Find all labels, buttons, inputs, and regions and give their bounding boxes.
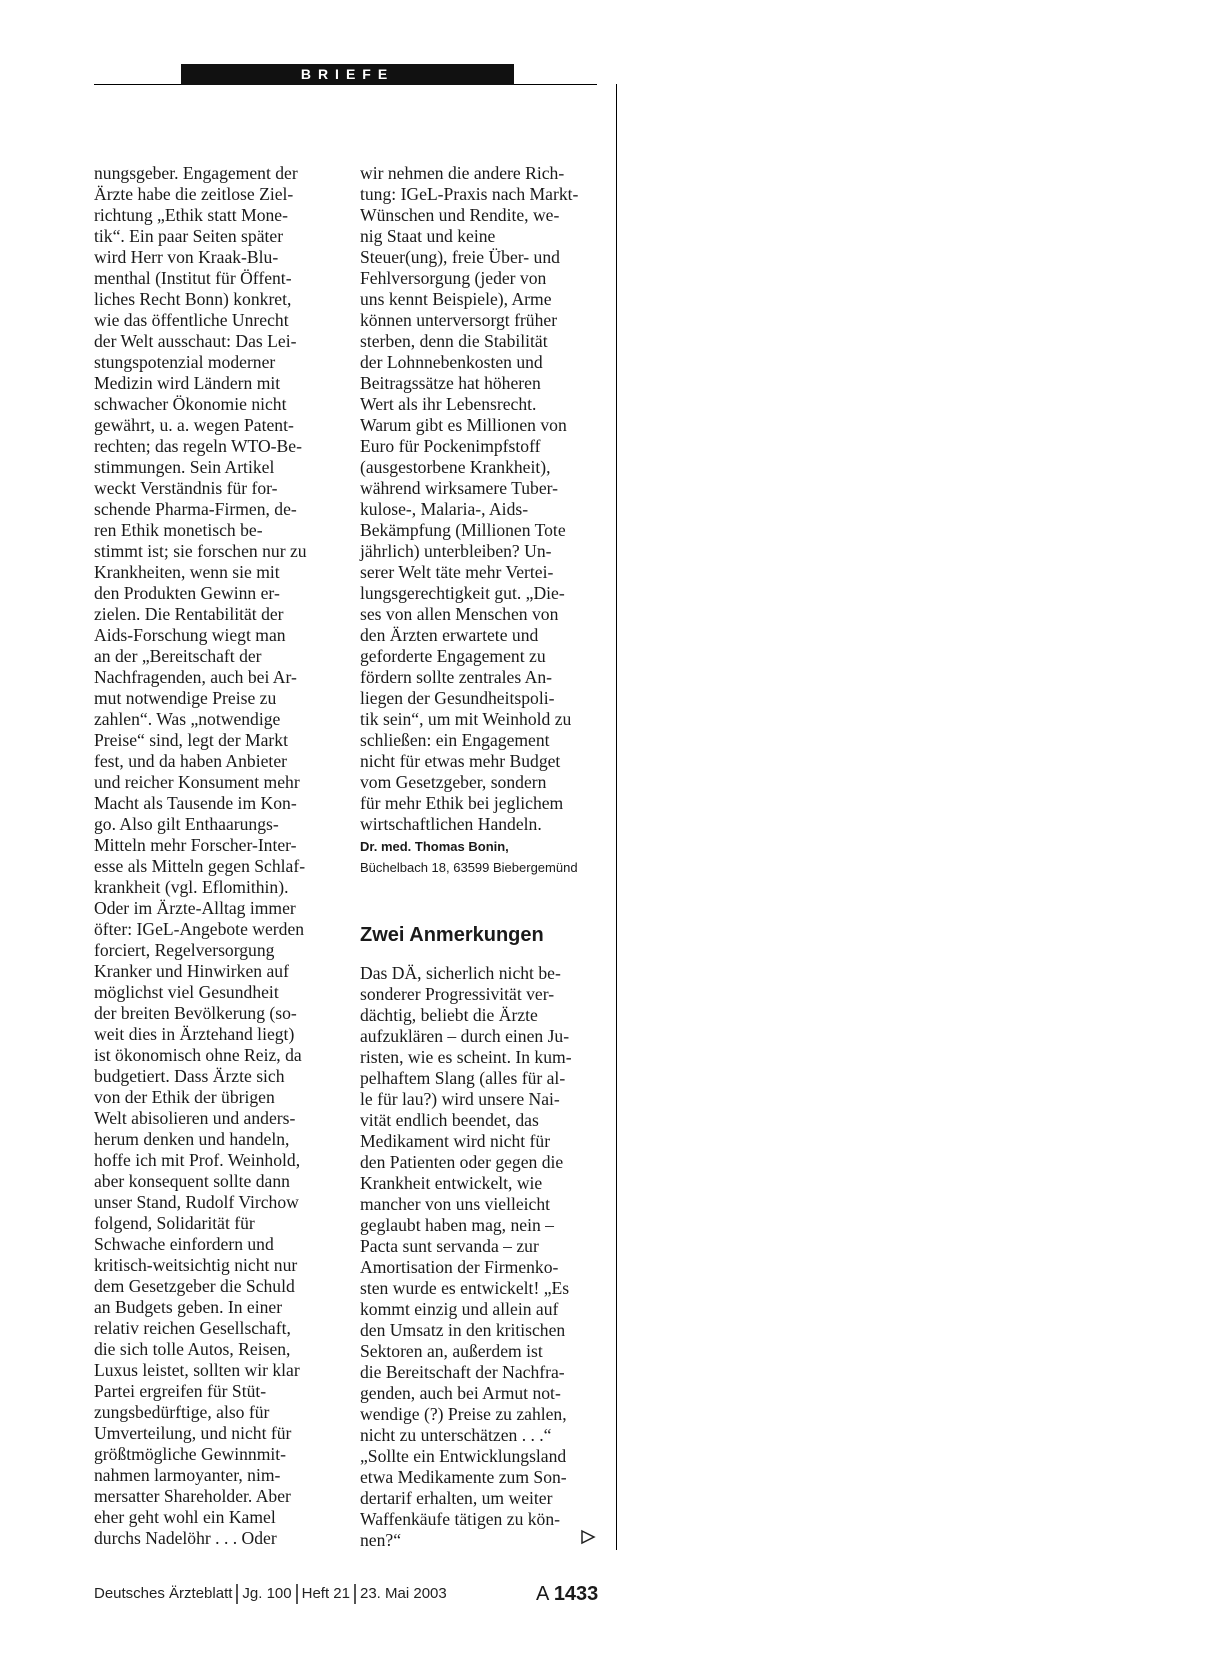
text-line: Luxus leistet, sollten wir klar [94,1360,300,1380]
text-line: weckt Verständnis für for- [94,478,278,498]
text-line: den Produkten Gewinn er- [94,583,280,603]
text-line: aber konsequent sollte dann [94,1171,290,1191]
text-line: tung: IGeL-Praxis nach Markt- [360,184,579,204]
text-line: rechten; das regeln WTO-Be- [94,436,302,456]
text-line: Krankheiten, wenn sie mit [94,562,280,582]
text-line: Wert als ihr Lebensrecht. [360,394,537,414]
text-line: ren Ethik monetisch be- [94,520,263,540]
text-line: nen?“ [360,1530,402,1550]
text-line: nicht für etwas mehr Budget [360,751,561,771]
letter-body-column-2 [360,163,610,835]
text-line: Welt abisolieren und anders- [94,1108,296,1128]
text-line: Sektoren an, außerdem ist [360,1341,543,1361]
text-line: Bekämpfung (Millionen Tote [360,520,566,540]
text-line: Waffenkäufe tätigen zu kön- [360,1509,561,1529]
text-line: Steuer(ung), freie Über- und [360,247,560,267]
text-line: Preise“ sind, legt der Markt [94,730,288,750]
text-line: der Welt ausschaut: Das Lei- [94,331,297,351]
journal-volume: Jg. 100 [242,1585,292,1602]
text-line: können unterversorgt früher [360,310,558,330]
journal-date: 23. Mai 2003 [360,1585,447,1602]
text-line: dertarif erhalten, um weiter [360,1488,553,1508]
text-line: möglichst viel Gesundheit [94,982,279,1002]
text-line: Ärzte habe die zeitlose Ziel- [94,184,294,204]
text-line: sterben, denn die Stabilität [360,331,548,351]
letter-body-column-1 [94,163,334,1549]
text-line: Nachfragenden, auch bei Ar- [94,667,297,687]
text-line: wir nehmen die andere Rich- [360,163,565,183]
text-line: Schwache einfordern und [94,1234,274,1254]
footer-separator [354,1584,356,1604]
text-line: eher geht wohl ein Kamel [94,1507,276,1527]
text-line: Aids-Forschung wiegt man [94,625,286,645]
text-line: Macht als Tausende im Kon- [94,793,297,813]
text-line: schende Pharma-Firmen, de- [94,499,297,519]
letter-heading: Zwei Anmerkungen [360,924,544,946]
text-line: Partei ergreifen für Stüt- [94,1381,267,1401]
text-line: stimmt ist; sie forschen nur zu [94,541,307,561]
text-line: der Lohnnebenkosten und [360,352,543,372]
text-line: Medizin wird Ländern mit [94,373,281,393]
text-line: tik sein“, um mit Weinhold zu [360,709,572,729]
text-line: mut notwendige Preise zu [94,688,277,708]
text-line: risten, wie es scheint. In kum- [360,1047,572,1067]
text-line: schwacher Ökonomie nicht [94,394,287,414]
text-line: an Budgets geben. In einer [94,1297,283,1317]
text-line: Fehlversorgung (jeder von [360,268,547,288]
text-line: Medikament wird nicht für [360,1131,551,1151]
text-line: der breiten Bevölkerung (so- [94,1003,297,1023]
text-line: für mehr Ethik bei jeglichem [360,793,564,813]
text-line: ist ökonomisch ohne Reiz, da [94,1045,302,1065]
text-line: relativ reichen Gesellschaft, [94,1318,291,1338]
text-line: Euro für Pockenimpfstoff [360,436,541,456]
text-line: von der Ethik der übrigen [94,1087,275,1107]
text-line: den Patienten oder gegen die [360,1152,564,1172]
signature-address: Büchelbach 18, 63599 Biebergemünd [360,860,578,875]
text-line: den Ärzten erwartete und [360,625,539,645]
text-line: ses von allen Menschen von [360,604,559,624]
section-label: BRIEFE [181,64,514,85]
text-line: kulose-, Malaria-, Aids- [360,499,529,519]
text-line: vom Gesetzgeber, sondern [360,772,547,792]
text-line: aufzuklären – durch einen Ju- [360,1026,570,1046]
continue-arrow-icon [580,1529,596,1545]
text-line: Pacta sunt servanda – zur [360,1236,539,1256]
text-line: Krankheit entwickelt, wie [360,1173,543,1193]
text-line: tik“. Ein paar Seiten später [94,226,284,246]
text-line: gewährt, u. a. wegen Patent- [94,415,294,435]
text-line: wirtschaftlichen Handeln. [360,814,542,834]
text-line: Wünschen und Rendite, we- [360,205,560,225]
text-line: forciert, Regelversorgung [94,940,275,960]
text-line: weit dies in Ärztehand liegt) [94,1024,295,1044]
text-line: die sich tolle Autos, Reisen, [94,1339,291,1359]
text-line: wendige (?) Preise zu zahlen, [360,1404,567,1424]
footer-separator [236,1584,238,1604]
text-line: nig Staat und keine [360,226,496,246]
text-line: nicht zu unterschätzen . . .“ [360,1425,552,1445]
text-line: Warum gibt es Millionen von [360,415,567,435]
text-line: (ausgestorbene Krankheit), [360,457,551,477]
text-line: Umverteilung, und nicht für [94,1423,292,1443]
text-line: folgend, Solidarität für [94,1213,255,1233]
letter-body-column-2b [360,963,610,1551]
text-line: Das DÄ, sicherlich nicht be- [360,963,561,983]
text-line: die Bereitschaft der Nachfra- [360,1362,565,1382]
text-line: geglaubt haben mag, nein – [360,1215,554,1235]
text-line: mancher von uns vielleicht [360,1194,551,1214]
text-line: uns kennt Beispiele), Arme [360,289,552,309]
text-line: sonderer Progressivität ver- [360,984,555,1004]
text-line: zungsbedürftige, also für [94,1402,270,1422]
signature-name: Dr. med. Thomas Bonin, [360,839,509,854]
text-line: Amortisation der Firmenko- [360,1257,559,1277]
journal-name: Deutsches Ärzteblatt [94,1585,233,1602]
text-line: genden, auch bei Armut not- [360,1383,561,1403]
text-line: Mitteln mehr Forscher-Inter- [94,835,297,855]
text-line: sten wurde es entwickelt! „Es [360,1278,570,1298]
text-line: hoffe ich mit Prof. Weinhold, [94,1150,301,1170]
text-line: liches Recht Bonn) konkret, [94,289,292,309]
text-line: stimmungen. Sein Artikel [94,457,275,477]
text-line: krankheit (vgl. Eflomithin). [94,877,289,897]
text-line: budgetiert. Dass Ärzte sich [94,1066,285,1086]
text-line: öfter: IGeL-Angebote werden [94,919,305,939]
text-line: geforderte Engagement zu [360,646,546,666]
text-line: „Sollte ein Entwicklungsland [360,1446,567,1466]
text-line: wird Herr von Kraak-Blu- [94,247,279,267]
text-line: und reicher Konsument mehr [94,772,300,792]
text-line: Kranker und Hinwirken auf [94,961,289,981]
footer [94,1584,447,1604]
text-line: kommt einzig und allein auf [360,1299,559,1319]
text-line: unser Stand, Rudolf Virchow [94,1192,299,1212]
text-line: während wirksamere Tuber- [360,478,559,498]
text-line: dächtig, beliebt die Ärzte [360,1005,538,1025]
text-line: den Umsatz in den kritischen [360,1320,566,1340]
page-reference [536,1582,598,1606]
text-line: fest, und da haben Anbieter [94,751,287,771]
page-number: 1433 [553,1583,599,1605]
text-line: Beitragssätze hat höheren [360,373,541,393]
text-line: richtung „Ethik statt Mone- [94,205,288,225]
column-divider [616,84,617,1550]
text-line: kritisch-weitsichtig nicht nur [94,1255,298,1275]
text-line: pelhaftem Slang (alles für al- [360,1068,566,1088]
text-line: stungspotenzial moderner [94,352,276,372]
text-line: go. Also gilt Enthaarungs- [94,814,279,834]
page-prefix: A [536,1583,549,1605]
text-line: herum denken und handeln, [94,1129,290,1149]
text-line: esse als Mitteln gegen Schlaf- [94,856,306,876]
text-line: menthal (Institut für Öffent- [94,268,292,288]
text-line: lungsgerechtigkeit gut. „Die- [360,583,565,603]
text-line: dem Gesetzgeber die Schuld [94,1276,295,1296]
text-line: schließen: ein Engagement [360,730,550,750]
text-line: liegen der Gesundheitspoli- [360,688,555,708]
text-line: durchs Nadelöhr . . . Oder [94,1528,277,1548]
text-line: nahmen larmoyanter, nim- [94,1465,281,1485]
text-line: serer Welt täte mehr Vertei- [360,562,554,582]
text-line: le für lau?) wird unsere Nai- [360,1089,560,1109]
text-line: wie das öffentliche Unrecht [94,310,289,330]
text-line: nungsgeber. Engagement der [94,163,298,183]
text-line: jährlich) unterbleiben? Un- [360,541,552,561]
text-line: größtmögliche Gewinnmit- [94,1444,287,1464]
text-line: mersatter Shareholder. Aber [94,1486,291,1506]
text-line: etwa Medikamente zum Son- [360,1467,567,1487]
text-line: zielen. Die Rentabilität der [94,604,284,624]
text-line: vität endlich beendet, das [360,1110,539,1130]
footer-separator [296,1584,298,1604]
journal-issue: Heft 21 [301,1585,350,1602]
text-line: Oder im Ärzte-Alltag immer [94,898,296,918]
text-line: fördern sollte zentrales An- [360,667,552,687]
text-line: zahlen“. Was „notwendige [94,709,281,729]
text-line: an der „Bereitschaft der [94,646,262,666]
